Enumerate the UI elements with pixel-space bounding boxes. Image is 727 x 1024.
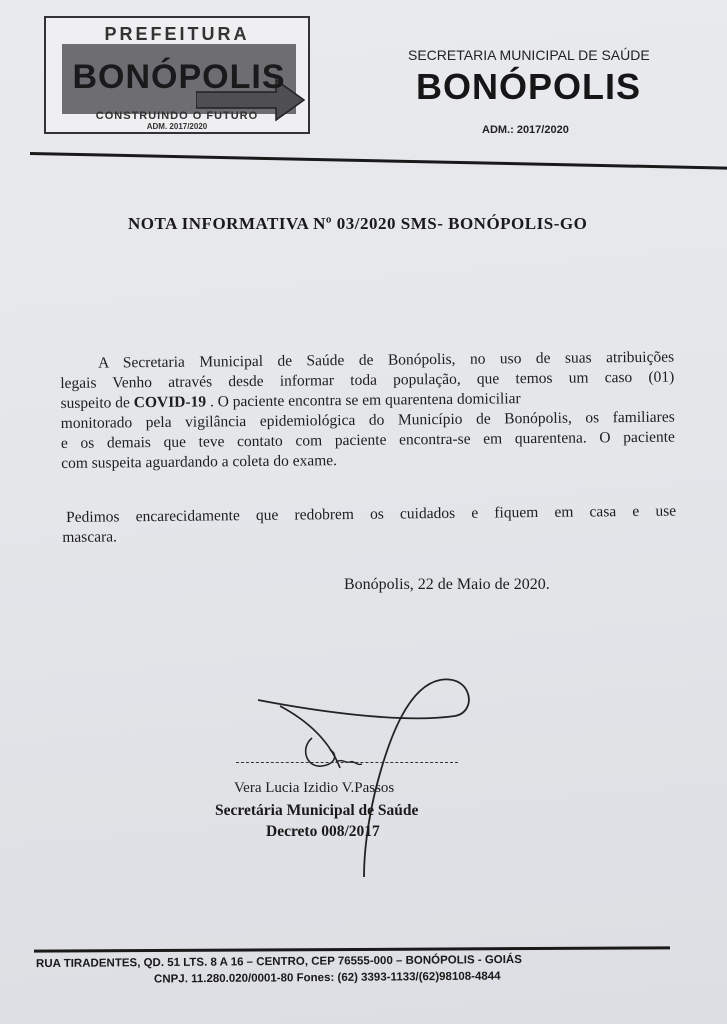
logo-main-text: BONÓPOLIS <box>72 58 286 96</box>
paragraph-line: e os demais que teve contato com paciente encontra-se em quarentena. O paciente <box>60 428 675 452</box>
header-divider <box>30 152 727 170</box>
paragraph-line: mascara. <box>62 528 118 546</box>
header-department: SECRETARIA MUNICIPAL DE SAÚDE <box>408 47 650 63</box>
header-city: BONÓPOLIS <box>416 66 642 107</box>
date-line: Bonópolis, 22 de Maio de 2020. <box>344 576 550 593</box>
paragraph-line: Pedimos encarecidamente que redobrem os cuidados e fiquem em casa e use <box>66 502 677 526</box>
paragraph-line: A Secretaria Municipal de Saúde de Bonópolis, no uso de suas atribuições <box>98 348 675 372</box>
paragraph-line: monitorado pela vigilância epidemiológica do Município de Bonópolis, os familiares <box>60 408 675 432</box>
handwritten-signature <box>250 672 480 882</box>
signature-line <box>236 762 458 763</box>
footer-address: RUA TIRADENTES, QD. 51 LTS. 8 A 16 – CENTRO, CEP 76555-000 – BONÓPOLIS - GOIÁS <box>35 953 522 971</box>
document-title: NOTA INFORMATIVA Nº 03/2020 SMS- BONÓPOLIS-GO <box>128 214 588 233</box>
signatory-decree: Decreto 008/2017 <box>266 823 380 840</box>
logo-slogan: CONSTRUINDO O FUTURO <box>95 110 259 122</box>
paragraph-notice <box>60 348 675 474</box>
signatory-role: Secretária Municipal de Saúde <box>215 802 419 819</box>
header-adm: ADM.: 2017/2020 <box>482 124 569 136</box>
logo-adm: ADM. 2017/2020 <box>146 122 208 131</box>
footer-divider <box>34 946 670 952</box>
city-hall-logo <box>44 16 310 134</box>
paragraph-text: suspeito de <box>60 394 134 412</box>
logo-top-text: PREFEITURA <box>104 24 250 44</box>
paragraph-text: . O paciente encontra se em quarentena domiciliar <box>205 390 521 411</box>
signatory-name: Vera Lucia Izidio V.Passos <box>234 780 395 796</box>
paragraph-line: legais Venho através desde informar toda população, que temos um caso (01) <box>60 368 675 392</box>
paragraph-request <box>62 502 676 548</box>
footer-contact: CNPJ. 11.280.020/0001-80 Fones: (62) 3393-1133/(62)98108-4844 <box>153 970 501 986</box>
covid-emphasis: COVID-19 <box>133 393 207 412</box>
paragraph-line: com suspeita aguardando a coleta do exame. <box>61 452 338 472</box>
